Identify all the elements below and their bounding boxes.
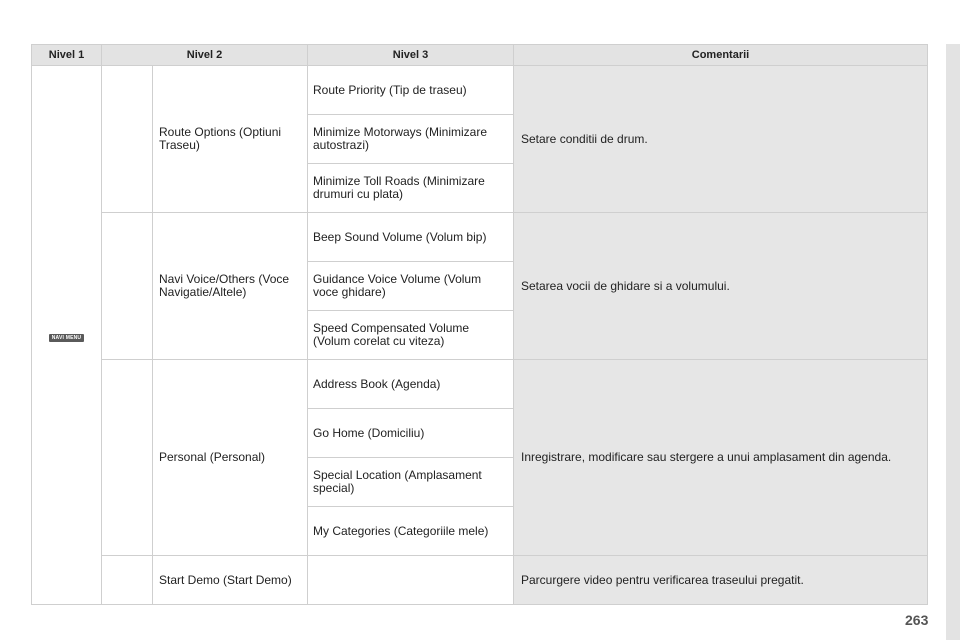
level2-blank-cell — [102, 360, 153, 556]
settings-table — [31, 44, 928, 605]
level3-cell: Minimize Toll Roads (Minimizare drumuri cu plata) — [308, 164, 514, 213]
navi-menu-button-icon: NAVI MENU — [49, 334, 85, 342]
header-comentarii: Comentarii — [514, 45, 928, 66]
page-number: 263 — [905, 612, 929, 628]
page-edge-strip — [946, 44, 960, 640]
level2-cell: Personal (Personal) — [153, 360, 308, 556]
level3-cell: My Categories (Categoriile mele) — [308, 507, 514, 556]
level2-blank-cell — [102, 213, 153, 360]
level3-cell: Go Home (Domiciliu) — [308, 409, 514, 458]
level3-cell: Minimize Motorways (Minimizare autostrazi) — [308, 115, 514, 164]
level2-cell: Route Options (Optiuni Traseu) — [153, 66, 308, 213]
comment-cell: Inregistrare, modificare sau stergere a unui amplasament din agenda. — [514, 360, 928, 556]
header-nivel-3: Nivel 3 — [308, 45, 514, 66]
level3-cell: Speed Compensated Volume (Volum corelat cu viteza) — [308, 311, 514, 360]
level2-blank-cell — [102, 66, 153, 213]
level3-cell: Address Book (Agenda) — [308, 360, 514, 409]
table-row — [32, 360, 928, 409]
level3-cell: Beep Sound Volume (Volum bip) — [308, 213, 514, 262]
level3-cell: Special Location (Amplasament special) — [308, 458, 514, 507]
comment-cell: Parcurgere video pentru verificarea traseului pregatit. — [514, 556, 928, 605]
level3-cell: Guidance Voice Volume (Volum voce ghidare) — [308, 262, 514, 311]
level2-cell: Navi Voice/Others (Voce Navigatie/Altele) — [153, 213, 308, 360]
table-row — [32, 556, 928, 605]
level3-cell: Route Priority (Tip de traseu) — [308, 66, 514, 115]
header-nivel-2: Nivel 2 — [102, 45, 308, 66]
level2-blank-cell — [102, 556, 153, 605]
level1-cell — [32, 66, 102, 605]
header-nivel-1: Nivel 1 — [32, 45, 102, 66]
level3-cell — [308, 556, 514, 605]
table-header-row — [32, 45, 928, 66]
comment-cell: Setare conditii de drum. — [514, 66, 928, 213]
table-row — [32, 66, 928, 115]
table-row — [32, 213, 928, 262]
comment-cell: Setarea vocii de ghidare si a volumului. — [514, 213, 928, 360]
level2-cell: Start Demo (Start Demo) — [153, 556, 308, 605]
